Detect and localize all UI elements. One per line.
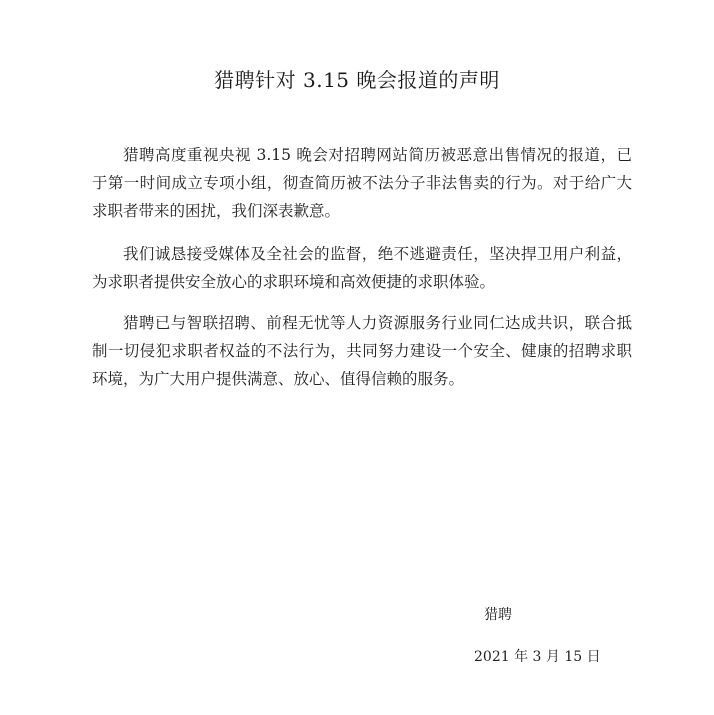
paragraph-commitment: 我们诚恳接受媒体及全社会的监督，绝不逃避责任，坚决捍卫用户利益，为求职者提供安全放心的求职环境和高效便捷的求职体验。 bbox=[92, 245, 632, 291]
document-title: 猎聘针对 3.15 晚会报道的声明 bbox=[214, 68, 500, 92]
paragraph-apology: 猎聘高度重视央视 3.15 晚会对招聘网站简历被恶意出售情况的报道，已于第一时间成立专项小组，彻查简历被不法分子非法售卖的行为。对于给广大求职者带来的困扰，我们深表歉意。 bbox=[92, 146, 632, 220]
signature: 猎聘 bbox=[484, 607, 512, 623]
paragraph-industry-consensus: 猎聘已与智联招聘、前程无忧等人力资源服务行业同仁达成共识，联合抵制一切侵犯求职者权益的不法行为，共同努力建设一个安全、健康的招聘求职环境，为广大用户提供满意、放心、值得信赖的服务。 bbox=[92, 314, 632, 388]
statement-date: 2021 年 3 月 15 日 bbox=[474, 649, 601, 665]
